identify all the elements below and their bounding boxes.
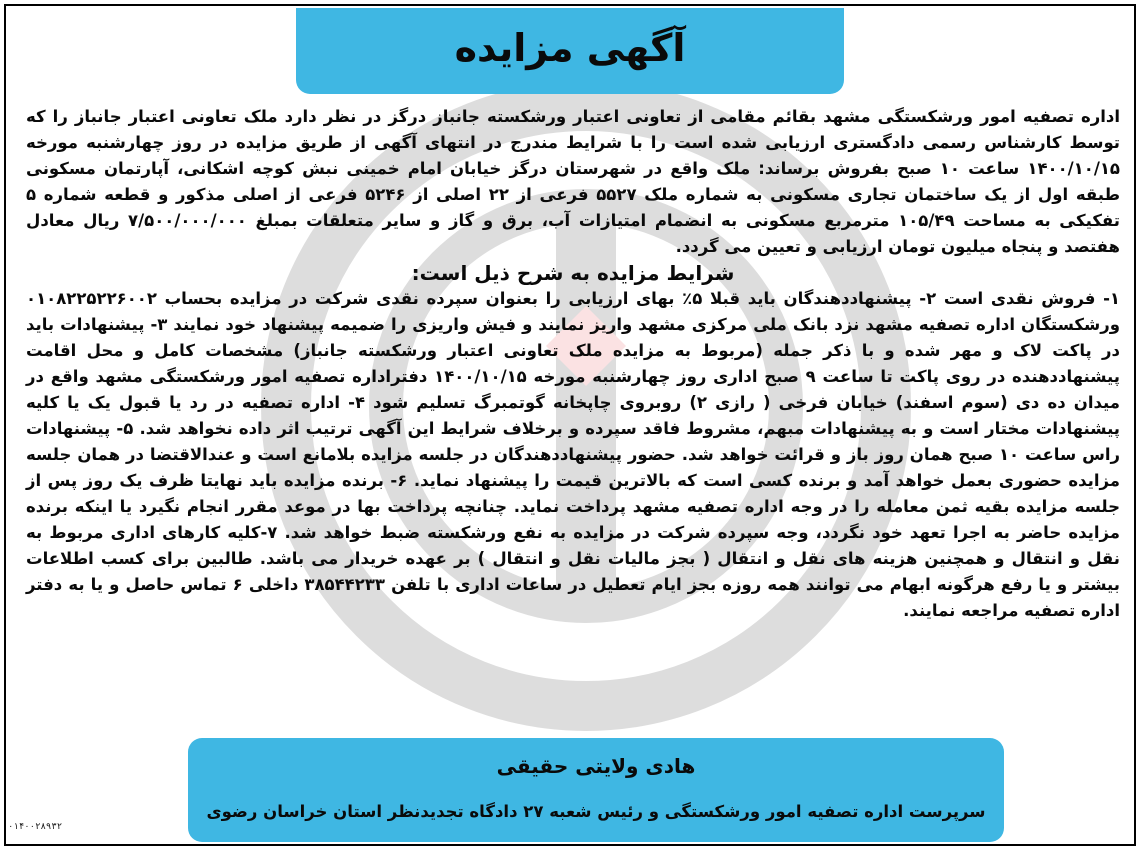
reference-code: ۰۱۴۰۰۲۸۹۳۲ (8, 822, 63, 832)
conditions-paragraph: ۱- فروش نقدی است ۲- پیشنهاددهندگان باید قبلا ۵٪ بهای ارزیابی را بعنوان سپرده نقدی شرکت در مزایده بحساب ۰۱۰۸۲۲۵۲۲۶۰۰۲ ورشکستگان اداره تصفیه مشهد نزد بانک ملی مرکزی مشهد واریز نمایند و فیش واریزی را ضمیمه پیشنهاد خود نمایند ۳- پیشنهادات باید در پاکت لاک و مهر شده و با ذکر جمله (مربوط به مزایده ملک تعاونی اعتبار ورشکسته جانباز) مشخصات کامل و محل اقامت پیشنهاددهنده در روی پاکت تا ساعت ۹ صبح اداری روز چهارشنبه مورخه ۱۴۰۰/۱۰/۱۵ دفتراداره تصفیه امور ورشکستگی مشهد واقع در میدان ده دی (سوم اسفند) خیابان فرخی ( رازی ۲) روبروی چاپخانه گوتمبرگ تسلیم شود ۴- اداره تصفیه در رد یا قبول یک یا کلیه پیشنهادات مختار است و به پیشنهادات مبهم، مشروط فاقد سپرده و برخلاف شرایط این آگهی ترتیب اثر داده نخواهد شد. ۵- پیشنهادات راس ساعت ۱۰ صبح همان روز باز و قرائت خواهد شد. حضور پیشنهاددهندگان در جلسه مزایده بلامانع است و عندالاقتضا در همان جلسه مزایده حضوری بعمل خواهد آمد و برنده کسی است که بالاترین قیمت را پیشنهاد نماید. ۶- برنده مزایده باید نهایتا ظرف یک روز پس از جلسه مزایده بقیه ثمن معامله را در وجه اداره تصفیه مشهد پرداخت نماید. چنانچه پرداخت بها در موعد مقرر انجام نگیرد یا اینکه برنده مزایده حاضر به اجرا تعهد خود نگردد، وجه سپرده شرکت در مزایده به نفع ورشکسته ضبط خواهد شد. ۷-کلیه کارهای اداری مربوط به نقل و انتقال و همچنین هزینه های نقل و انتقال ( بجز مالیات نقل و انتقال ) بر عهده خریدار می باشد. طالبین برای کسب اطلاعات بیشتر و یا رفع هرگونه ابهام می توانند همه روزه بجز ایام تعطیل در ساعات اداری با تلفن ۳۸۵۴۴۲۳۳ داخلی ۶ تماس حاصل و یا به دفتر اداره تصفیه مراجعه نمایند. (26, 289, 1121, 620)
header-band (296, 8, 844, 94)
conditions-heading: شرایط مزایده به شرح ذیل است: (411, 261, 735, 285)
signer-name: هادی ولایتی حقیقی (496, 754, 696, 778)
notice-title: آگهی مزایده (454, 26, 686, 70)
signer-title: سرپرست اداره تصفیه امور ورشکستگی و رئیس شعبه ۲۷ دادگاه تجدیدنظر استان خراسان رضوی (206, 802, 986, 821)
intro-paragraph: اداره تصفیه امور ورشکستگی مشهد بقائم مقامی از تعاونی اعتبار ورشکسته جانباز درگز در نظر دارد ملک تعاونی اعتبار جانباز را که توسط کارشناس رسمی دادگستری ارزیابی شده است را با شرایط مندرج در انتهای آگهی از طریق مزایده در روز چهارشنبه مورخه ۱۴۰۰/۱۰/۱۵ ساعت ۱۰ صبح بفروش برساند: ملک واقع در شهرستان درگز خیابان امام خمینی نبش کوچه اشکانی، آپارتمان مسکونی طبقه اول از یک ساختمان تجاری مسکونی به شماره ملک ۵۵۲۷ فرعی از ۲۲ اصلی از ۵۲۴۶ فرعی از اصلی مذکور و قطعه شماره ۵ تفکیکی به مساحت ۱۰۵/۴۹ مترمربع مسکونی به انضمام امتیازات آب، برق و گاز و سایر متعلقات بمبلغ ۷/۵۰۰/۰۰۰/۰۰۰ ریال معادل هفتصد و پنجاه میلیون تومان ارزیابی و تعیین می گردد. (26, 107, 1121, 256)
signature-band (188, 738, 1004, 842)
notice-frame (4, 4, 1136, 846)
notice-body (26, 104, 1120, 624)
